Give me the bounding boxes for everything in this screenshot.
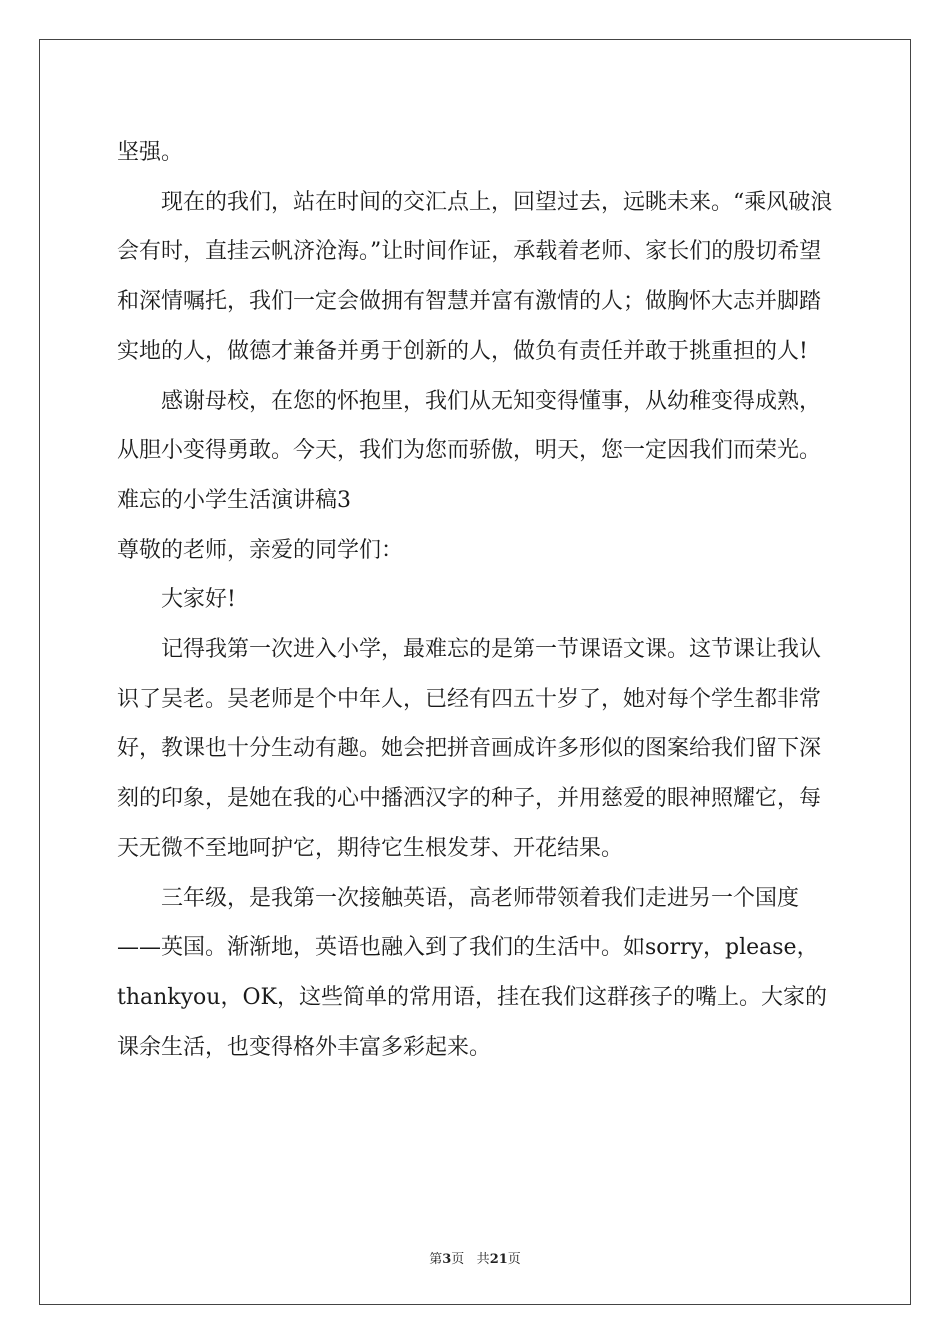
page-number: 3 (442, 1252, 452, 1267)
paragraph-7: 记得我第一次进入小学，最难忘的是第一节课语文课。这节课让我认识了吴老。吴老师是个中年人，已经有四五十岁了，她对每个学生都非常好，教课也十分生动有趣。她会把拼音画成许多形似的图案给我们留下深刻的印象，是她在我的心中播洒汉字的种子，并用慈爱的眼神照耀它，每天无微不至地呵护它，期待它生根发芽、开花结果。 (117, 637, 822, 861)
greeting: 大家好! (161, 587, 236, 613)
salutation: 尊敬的老师，亲爱的同学们： (117, 537, 404, 563)
page-suffix: 页 (451, 1252, 465, 1267)
paragraph-8: 三年级，是我第一次接触英语，高老师带领着我们走进另一个国度——英国。渐渐地，英语也融入到了我们的生活中。如sorry，please，thankyou，OK，这些简单的常用语，挂在我们这群孩子的嘴上。大家的课余生活，也变得格外丰富多彩起来。 (117, 885, 827, 1060)
paragraph-1: 坚强。 (117, 140, 184, 165)
paragraph-3: 感谢母校，在您的怀抱里，我们从无知变得懂事，从幼稚变得成熟，从胆小变得勇敢。今天，我们为您而骄傲，明天，您一定因我们而荣光。 (117, 388, 822, 464)
section-heading: 难忘的小学生活演讲稿3 (117, 487, 351, 513)
document-body (117, 128, 837, 1072)
total-suffix: 页 (507, 1252, 521, 1267)
paragraph-2: 现在的我们，站在时间的交汇点上，回望过去，远眺未来。“乘风破浪会有时，直挂云帆济沧海。”让时间作证，承载着老师、家长们的殷切希望和深情嘱托，我们一定会做拥有智慧并富有激情的人；做胸怀大志并脚踏实地的人，做德才兼备并勇于创新的人，做负有责任并敢于挑重担的人! (117, 189, 833, 364)
page-prefix: 第 (429, 1252, 443, 1267)
page-footer (0, 1248, 950, 1267)
total-prefix: 共 (476, 1252, 490, 1267)
total-pages: 21 (489, 1252, 508, 1267)
